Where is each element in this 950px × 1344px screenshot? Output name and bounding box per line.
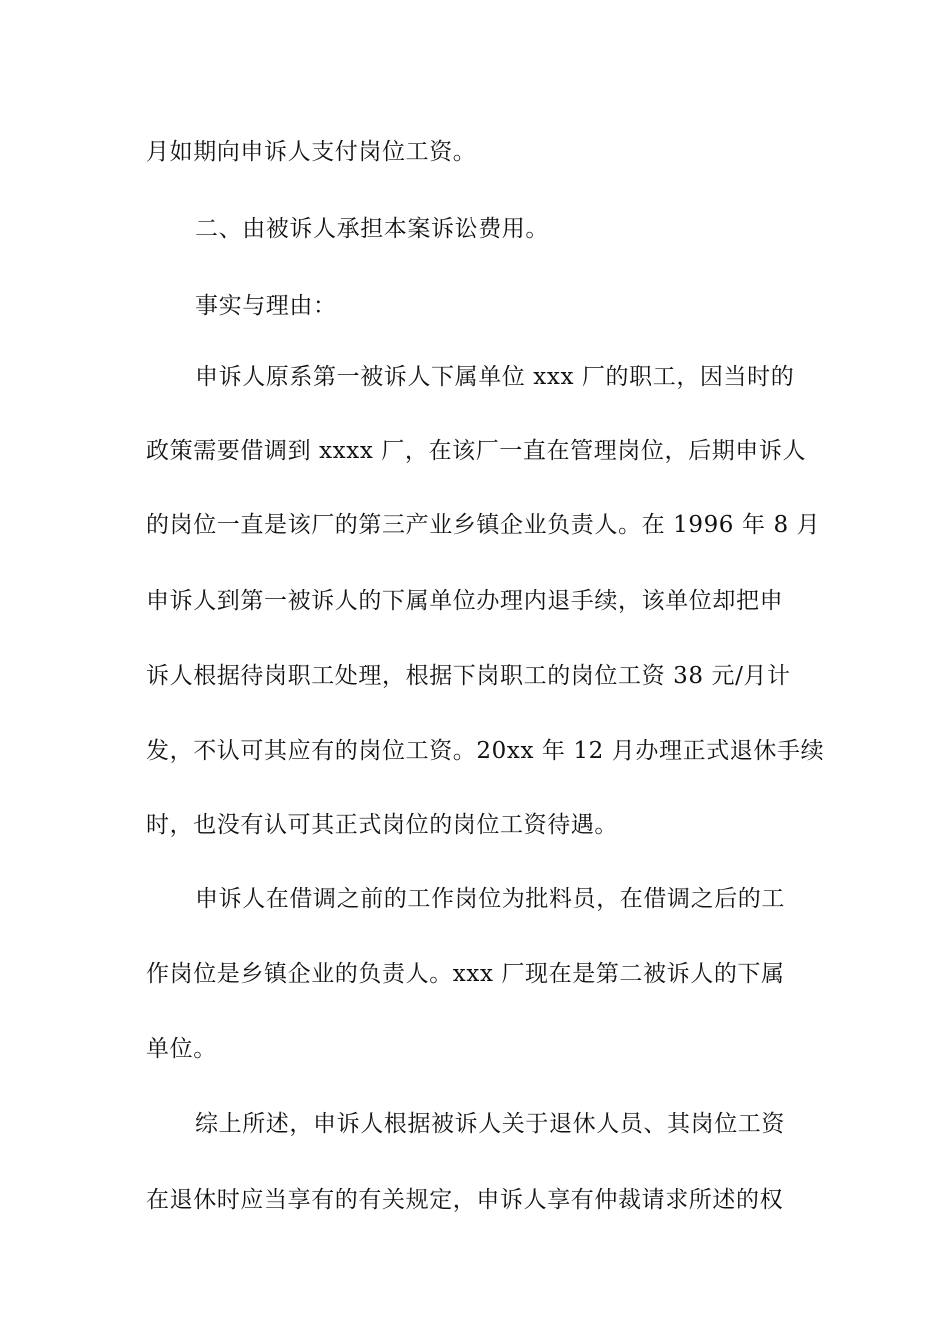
paragraph-line-11: 申诉人在借调之前的工作岗位为批料员，在借调之后的工 bbox=[195, 886, 785, 912]
paragraph-line-15: 在退休时应当享有的有关规定，申诉人享有仲裁请求所述的权 bbox=[146, 1187, 784, 1213]
paragraph-line-6: 的岗位一直是该厂的第三产业乡镇企业负责人。在 1996 年 8 月 bbox=[146, 512, 821, 538]
paragraph-line-13: 单位。 bbox=[146, 1036, 217, 1062]
paragraph-line-8: 诉人根据待岗职工处理，根据下岗职工的岗位工资 38 元/月计 bbox=[146, 663, 791, 689]
paragraph-line-3: 事实与理由： bbox=[195, 293, 337, 319]
paragraph-line-4: 申诉人原系第一被诉人下属单位 xxx 厂的职工，因当时的 bbox=[195, 364, 795, 390]
paragraph-line-2: 二、由被诉人承担本案诉讼费用。 bbox=[195, 216, 549, 242]
paragraph-line-9: 发，不认可其应有的岗位工资。20xx 年 12 月办理正式退休手续 bbox=[146, 738, 825, 764]
paragraph-line-10: 时，也没有认可其正式岗位的岗位工资待遇。 bbox=[146, 812, 618, 838]
paragraph-line-12: 作岗位是乡镇企业的负责人。xxx 厂现在是第二被诉人的下属 bbox=[146, 961, 785, 987]
paragraph-line-14: 综上所述，申诉人根据被诉人关于退休人员、其岗位工资 bbox=[195, 1111, 785, 1137]
paragraph-line-7: 申诉人到第一被诉人的下属单位办理内退手续，该单位却把申 bbox=[146, 588, 784, 614]
paragraph-line-1: 月如期向申诉人支付岗位工资。 bbox=[146, 139, 477, 165]
paragraph-line-5: 政策需要借调到 xxxx 厂，在该厂一直在管理岗位，后期申诉人 bbox=[146, 438, 807, 464]
